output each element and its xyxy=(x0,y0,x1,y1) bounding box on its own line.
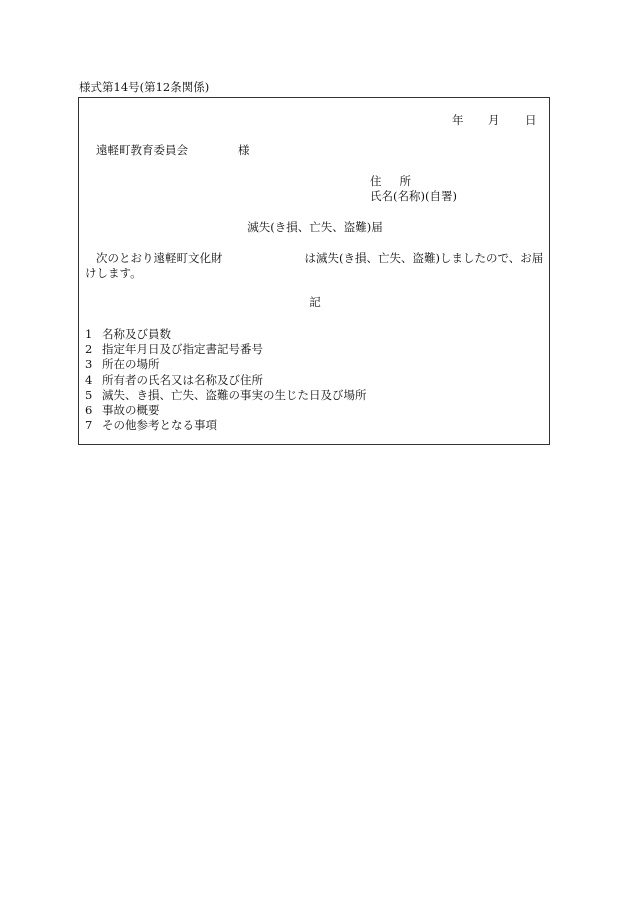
item-number: 4 xyxy=(85,372,93,387)
item-number: 6 xyxy=(85,402,93,417)
applicant-address-label: 住所 xyxy=(370,174,429,188)
date-year-label: 年 xyxy=(452,113,464,127)
list-item xyxy=(85,418,367,433)
body-paragraph xyxy=(85,251,545,281)
item-text: 所在の場所 xyxy=(102,357,160,372)
list-item xyxy=(85,403,367,418)
body-text-part1: 次のとおり遠軽町文化財 xyxy=(96,251,223,265)
date-day-label: 日 xyxy=(525,113,537,127)
item-text: 名称及び員数 xyxy=(102,327,171,341)
list-item xyxy=(85,357,367,372)
addressee-name: 遠軽町教育委員会 xyxy=(96,143,188,157)
item-text: 指定年月日及び指定書記号番号 xyxy=(102,342,263,357)
form-frame xyxy=(78,97,550,445)
item-text: 滅失、き損、亡失、盗難の事実の生じた日及び場所 xyxy=(102,387,367,402)
item-text: 事故の概要 xyxy=(102,402,160,417)
list-item xyxy=(85,342,367,357)
item-number: 7 xyxy=(85,418,93,433)
form-number-label: 様式第14号(第12条関係) xyxy=(79,80,210,94)
document-title: 滅失(き損、亡失、盗難)届 xyxy=(247,220,383,234)
item-number: 2 xyxy=(85,342,93,357)
item-list xyxy=(85,327,367,433)
item-number: 1 xyxy=(85,327,93,341)
body-text-part2: は滅失(き損、亡失、盗難)しましたので、お届けします。 xyxy=(85,251,544,280)
applicant-name-label: 氏名(名称)(自署) xyxy=(370,189,457,203)
addressee-honorific: 様 xyxy=(238,143,250,157)
record-mark: 記 xyxy=(309,295,321,309)
item-text: その他参考となる事項 xyxy=(102,418,217,433)
item-number: 3 xyxy=(85,357,93,372)
list-item xyxy=(85,373,367,388)
list-item xyxy=(85,388,367,403)
item-text: 所有者の氏名又は名称及び住所 xyxy=(102,372,263,387)
date-month-label: 月 xyxy=(488,113,500,127)
list-item xyxy=(85,327,367,342)
item-number: 5 xyxy=(85,387,93,402)
